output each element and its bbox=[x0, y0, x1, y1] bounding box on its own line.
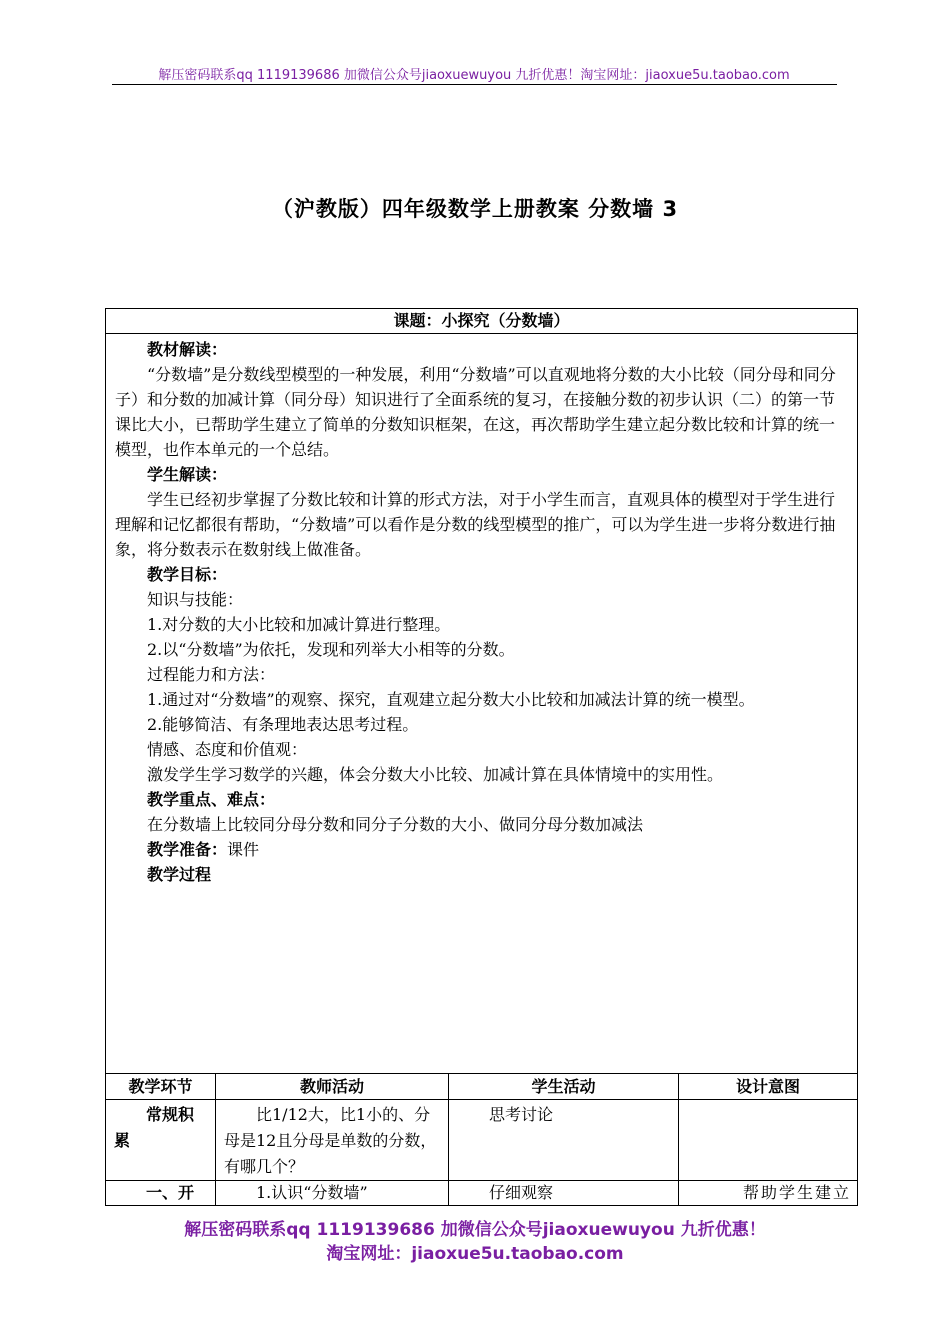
lesson-body bbox=[106, 334, 858, 1074]
objective-item: 1.对分数的大小比较和加减计算进行整理。 bbox=[147, 615, 451, 634]
footer-line-shop: 淘宝网址：jiaoxue5u.taobao.com bbox=[326, 1244, 624, 1264]
section-heading-process: 教学过程 bbox=[147, 865, 212, 884]
header-divider bbox=[112, 84, 837, 85]
objective-item: 2.能够简洁、有条理地表达思考过程。 bbox=[147, 715, 419, 734]
section-preparation bbox=[115, 837, 849, 862]
section-heading-material: 教材解读： bbox=[147, 340, 228, 359]
column-header-teacher: 教师活动 bbox=[216, 1074, 449, 1100]
section-heading-objectives: 教学目标： bbox=[147, 565, 228, 584]
objective-subheading-attitude: 情感、态度和价值观： bbox=[147, 740, 308, 759]
objective-subheading-process: 过程能力和方法： bbox=[147, 665, 276, 684]
section-text-students: 学生已经初步掌握了分数比较和计算的形式方法，对于小学生而言，直观具体的模型对于学生进行理解和记忆都很有帮助，“分数墙”可以看作是分数的线型模型的推广，可以为学生进一步将分数进行抽象，将分数表示在数射线上做准备。 bbox=[115, 490, 836, 559]
lesson-plan-table bbox=[105, 308, 858, 1206]
objective-item: 1.通过对“分数墙”的观察、探究，直观建立起分数大小比较和加减法计算的统一模型。 bbox=[147, 690, 755, 709]
objective-item: 激发学生学习数学的兴趣，体会分数大小比较、加减计算在具体情境中的实用性。 bbox=[147, 765, 724, 784]
section-text-material: “分数墙”是分数线型模型的一种发展，利用“分数墙”可以直观地将分数的大小比较（同分母和同分子）和分数的加减计算（同分母）知识进行了全面系统的复习，在接触分数的初步认识（二）的第一节课比大小，已帮助学生建立了简单的分数知识框架，在这，再次帮助学生建立起分数比较和计算的统一模型，也作本单元的一个总结。 bbox=[115, 365, 836, 459]
document-title: （沪教版）四年级数学上册教案 分数墙 3 bbox=[271, 197, 679, 221]
section-text-key-points: 在分数墙上比较同分母分数和同分子分数的大小、做同分母分数加减法 bbox=[147, 815, 644, 834]
section-text-preparation: 课件 bbox=[227, 840, 260, 859]
objective-subheading-knowledge: 知识与技能： bbox=[147, 590, 244, 609]
column-header-stage: 教学环节 bbox=[106, 1074, 216, 1100]
stage-cell: 一、开 bbox=[106, 1181, 216, 1206]
section-heading-key-points: 教学重点、难点： bbox=[147, 790, 276, 809]
teacher-activity-cell: 比1/12大，比1小的、分母是12且分母是单数的分数，有哪几个？ bbox=[216, 1100, 449, 1181]
design-intent-cell bbox=[679, 1100, 858, 1181]
column-header-student: 学生活动 bbox=[449, 1074, 679, 1100]
footer-banner bbox=[0, 1218, 950, 1266]
topic-cell: 课题：小探究（分数墙） bbox=[106, 309, 858, 334]
objective-item: 2.以“分数墙”为依托，发现和列举大小相等的分数。 bbox=[147, 640, 515, 659]
student-activity-cell: 仔细观察 bbox=[449, 1181, 679, 1206]
header-banner: 解压密码联系qq 1119139686 加微信公众号jiaoxuewuyou 九折优惠！淘宝网址：jiaoxue5u.taobao.com bbox=[158, 68, 790, 83]
teacher-activity-cell: 1.认识“分数墙” bbox=[216, 1181, 449, 1206]
table-row bbox=[106, 1100, 858, 1181]
section-heading-students: 学生解读： bbox=[147, 465, 228, 484]
stage-cell: 常规积累 bbox=[106, 1100, 216, 1181]
section-heading-preparation: 教学准备： bbox=[147, 840, 228, 859]
table-row bbox=[106, 1181, 858, 1206]
column-header-intent: 设计意图 bbox=[679, 1074, 858, 1100]
design-intent-cell: 帮助学生建立 bbox=[679, 1181, 858, 1206]
footer-line-contact: 解压密码联系qq 1119139686 加微信公众号jiaoxuewuyou 九折优惠！ bbox=[184, 1220, 766, 1240]
student-activity-cell: 思考讨论 bbox=[449, 1100, 679, 1181]
